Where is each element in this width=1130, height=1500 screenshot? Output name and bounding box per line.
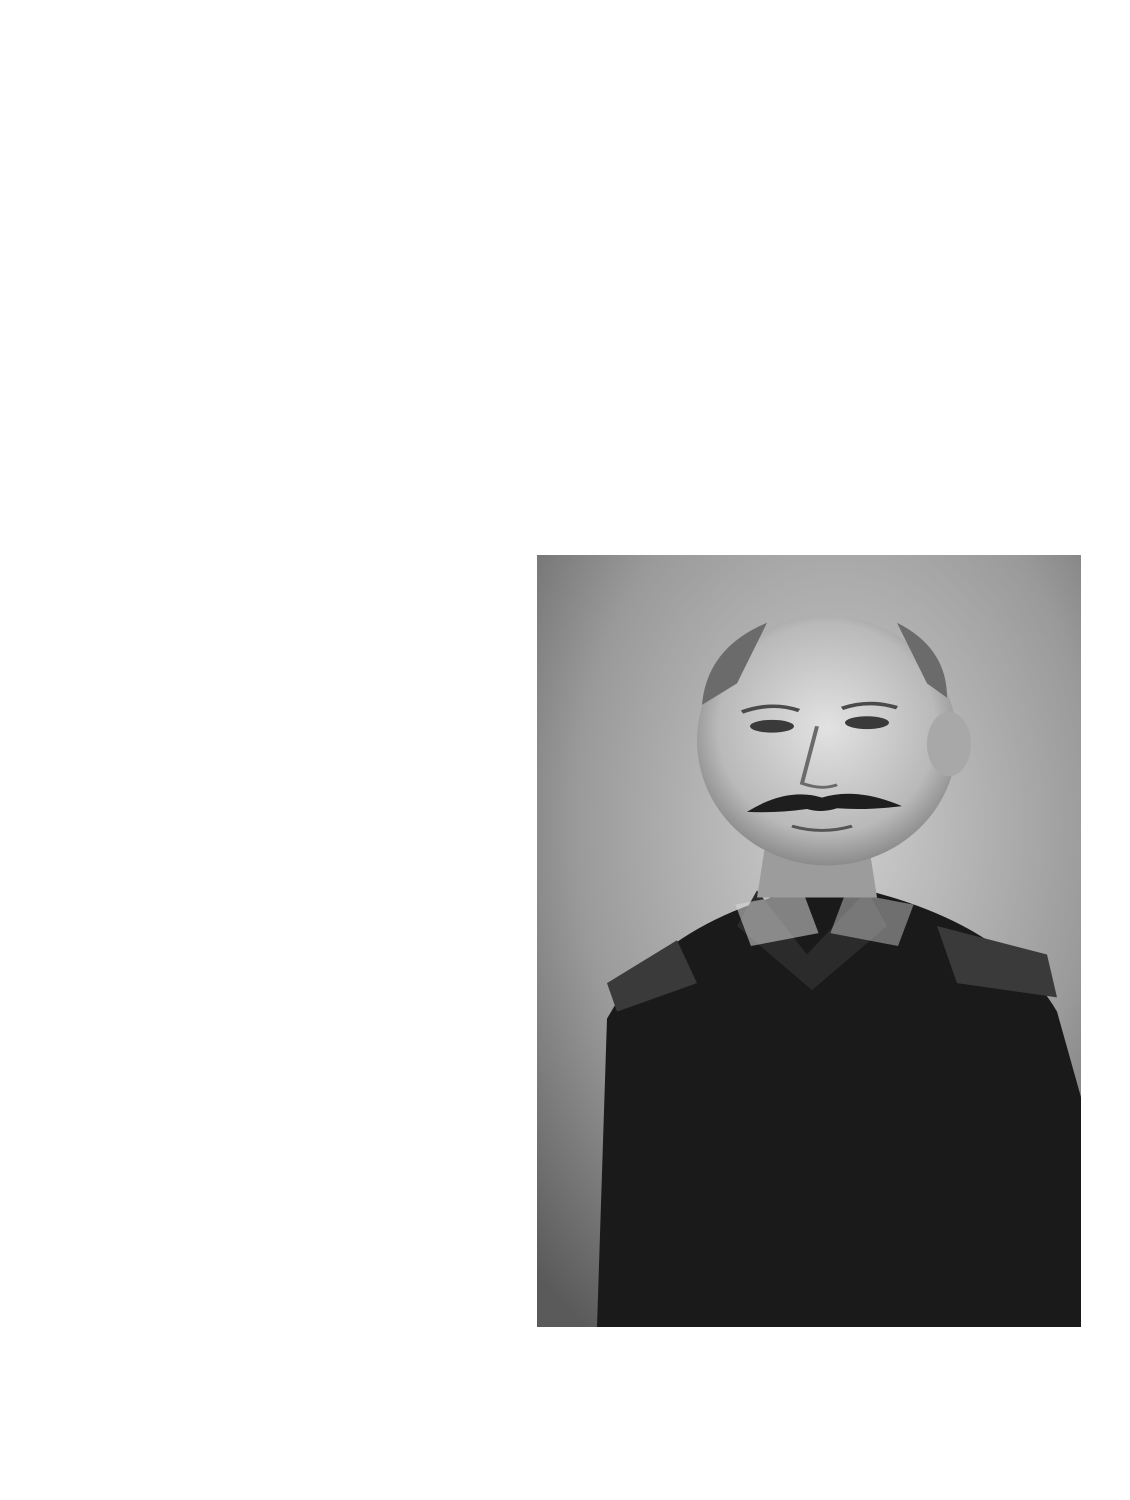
portrait-photo — [537, 555, 1081, 1327]
